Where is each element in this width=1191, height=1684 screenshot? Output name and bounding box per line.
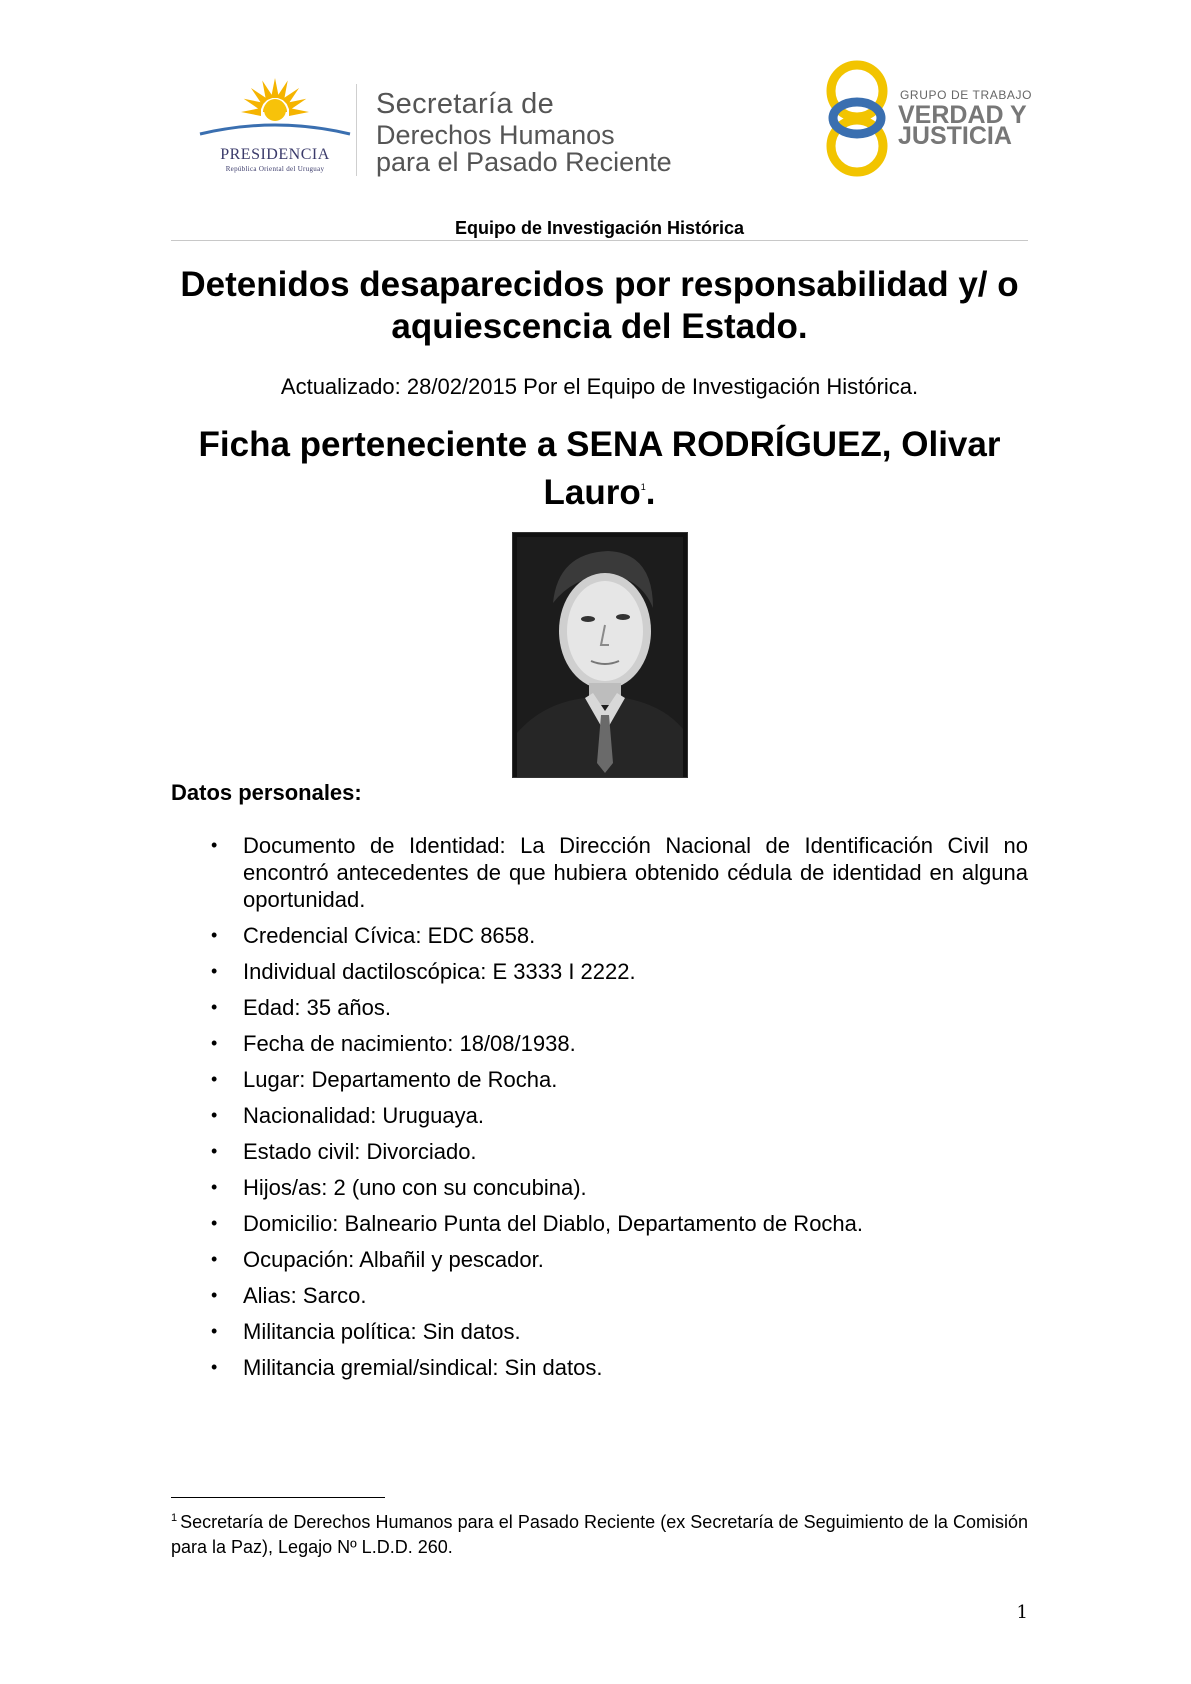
bullet-icon: •	[211, 1321, 218, 1341]
list-item	[171, 832, 1028, 913]
bullet-icon: •	[211, 1357, 218, 1377]
bullet-icon: •	[211, 1141, 218, 1161]
bullet-icon: •	[211, 1105, 218, 1125]
footnote	[171, 1506, 1028, 1560]
list-item-text: Estado civil: Divorciado.	[243, 1139, 477, 1164]
personal-data-list	[171, 832, 1028, 1390]
list-item	[171, 1210, 1028, 1237]
header-rule	[171, 240, 1028, 241]
list-item-text: Domicilio: Balneario Punta del Diablo, Departamento de Rocha.	[243, 1211, 864, 1236]
bullet-icon: •	[211, 1213, 218, 1233]
record-title-text: Ficha perteneciente a SENA RODRÍGUEZ, Olivar Lauro	[198, 425, 1001, 512]
list-item-text: Edad: 35 años.	[243, 995, 392, 1020]
bullet-icon: •	[211, 961, 218, 981]
bullet-icon: •	[211, 925, 218, 945]
list-item-text: Militancia política: Sin datos.	[243, 1319, 521, 1344]
list-item	[171, 1246, 1028, 1273]
list-item	[171, 1030, 1028, 1057]
list-item-text: Alias: Sarco.	[243, 1283, 367, 1308]
secretaria-logo-line3: para el Pasado Reciente	[376, 147, 672, 177]
list-item-text: Nacionalidad: Uruguaya.	[243, 1103, 484, 1128]
bullet-icon: •	[211, 1069, 218, 1089]
footnote-rule	[171, 1497, 385, 1498]
list-item	[171, 1318, 1028, 1345]
team-header: Equipo de Investigación Histórica	[454, 218, 745, 238]
list-item	[171, 1102, 1028, 1129]
footnote-text: Secretaría de Derechos Humanos para el Pasado Reciente (ex Secretaría de Seguimiento de la Comisión para la Paz), Legajo Nº L.D.D. 260.	[171, 1512, 1028, 1557]
list-item-text: Hijos/as: 2 (uno con su concubina).	[243, 1175, 587, 1200]
page-number: 1	[1016, 1602, 1028, 1623]
verdad-justicia-small-label: GRUPO DE TRABAJO	[900, 88, 1033, 102]
presidencia-subtitle: República Oriental del Uruguay	[225, 165, 325, 173]
portrait-photo	[512, 532, 688, 778]
list-item	[171, 1354, 1028, 1381]
list-item-text: Ocupación: Albañil y pescador.	[243, 1247, 544, 1272]
main-title: Detenidos desaparecidos por responsabilidad y/ o aquiescencia del Estado.	[180, 265, 1019, 346]
list-item	[171, 1066, 1028, 1093]
verdad-justicia-line1: VERDAD Y	[898, 101, 1027, 129]
list-item	[171, 958, 1028, 985]
footnote-number: 1	[171, 1512, 178, 1524]
list-item-text: Lugar: Departamento de Rocha.	[243, 1067, 558, 1092]
bullet-icon: •	[211, 835, 218, 855]
presidencia-name: PRESIDENCIA	[220, 146, 330, 163]
updated-line: Actualizado: 28/02/2015 Por el Equipo de Investigación Histórica.	[280, 374, 919, 399]
list-item-text: Documento de Identidad: La Dirección Nacional de Identificación Civil no encontró antecedentes de que hubiera obtenido cédula de identidad en alguna oportunidad.	[243, 833, 1028, 912]
logo-divider	[356, 84, 357, 176]
secretaria-logo-line2: Derechos Humanos	[376, 120, 615, 150]
list-item	[171, 1138, 1028, 1165]
list-item	[171, 1282, 1028, 1309]
record-title-end: .	[645, 473, 656, 512]
section-heading-personal-data: Datos personales:	[171, 780, 362, 805]
list-item	[171, 1174, 1028, 1201]
portrait-drawing	[513, 533, 687, 777]
list-item-text: Individual dactiloscópica: E 3333 I 2222.	[243, 959, 636, 984]
list-item	[171, 994, 1028, 1021]
bullet-icon: •	[211, 1285, 218, 1305]
list-item-text: Fecha de nacimiento: 18/08/1938.	[243, 1031, 576, 1056]
verdad-justicia-line2: JUSTICIA	[898, 122, 1012, 150]
bullet-icon: •	[211, 1033, 218, 1053]
record-title	[171, 424, 1028, 514]
bullet-icon: •	[211, 997, 218, 1017]
secretaria-logo-line1: Secretaría de	[376, 88, 554, 120]
list-item	[171, 922, 1028, 949]
list-item-text: Militancia gremial/sindical: Sin datos.	[243, 1355, 603, 1380]
footnote-ref[interactable]: 1	[640, 482, 646, 492]
verdad-justicia-rings-logo	[822, 56, 892, 182]
list-item-text: Credencial Cívica: EDC 8658.	[243, 923, 536, 948]
bullet-icon: •	[211, 1177, 218, 1197]
bullet-icon: •	[211, 1249, 218, 1269]
